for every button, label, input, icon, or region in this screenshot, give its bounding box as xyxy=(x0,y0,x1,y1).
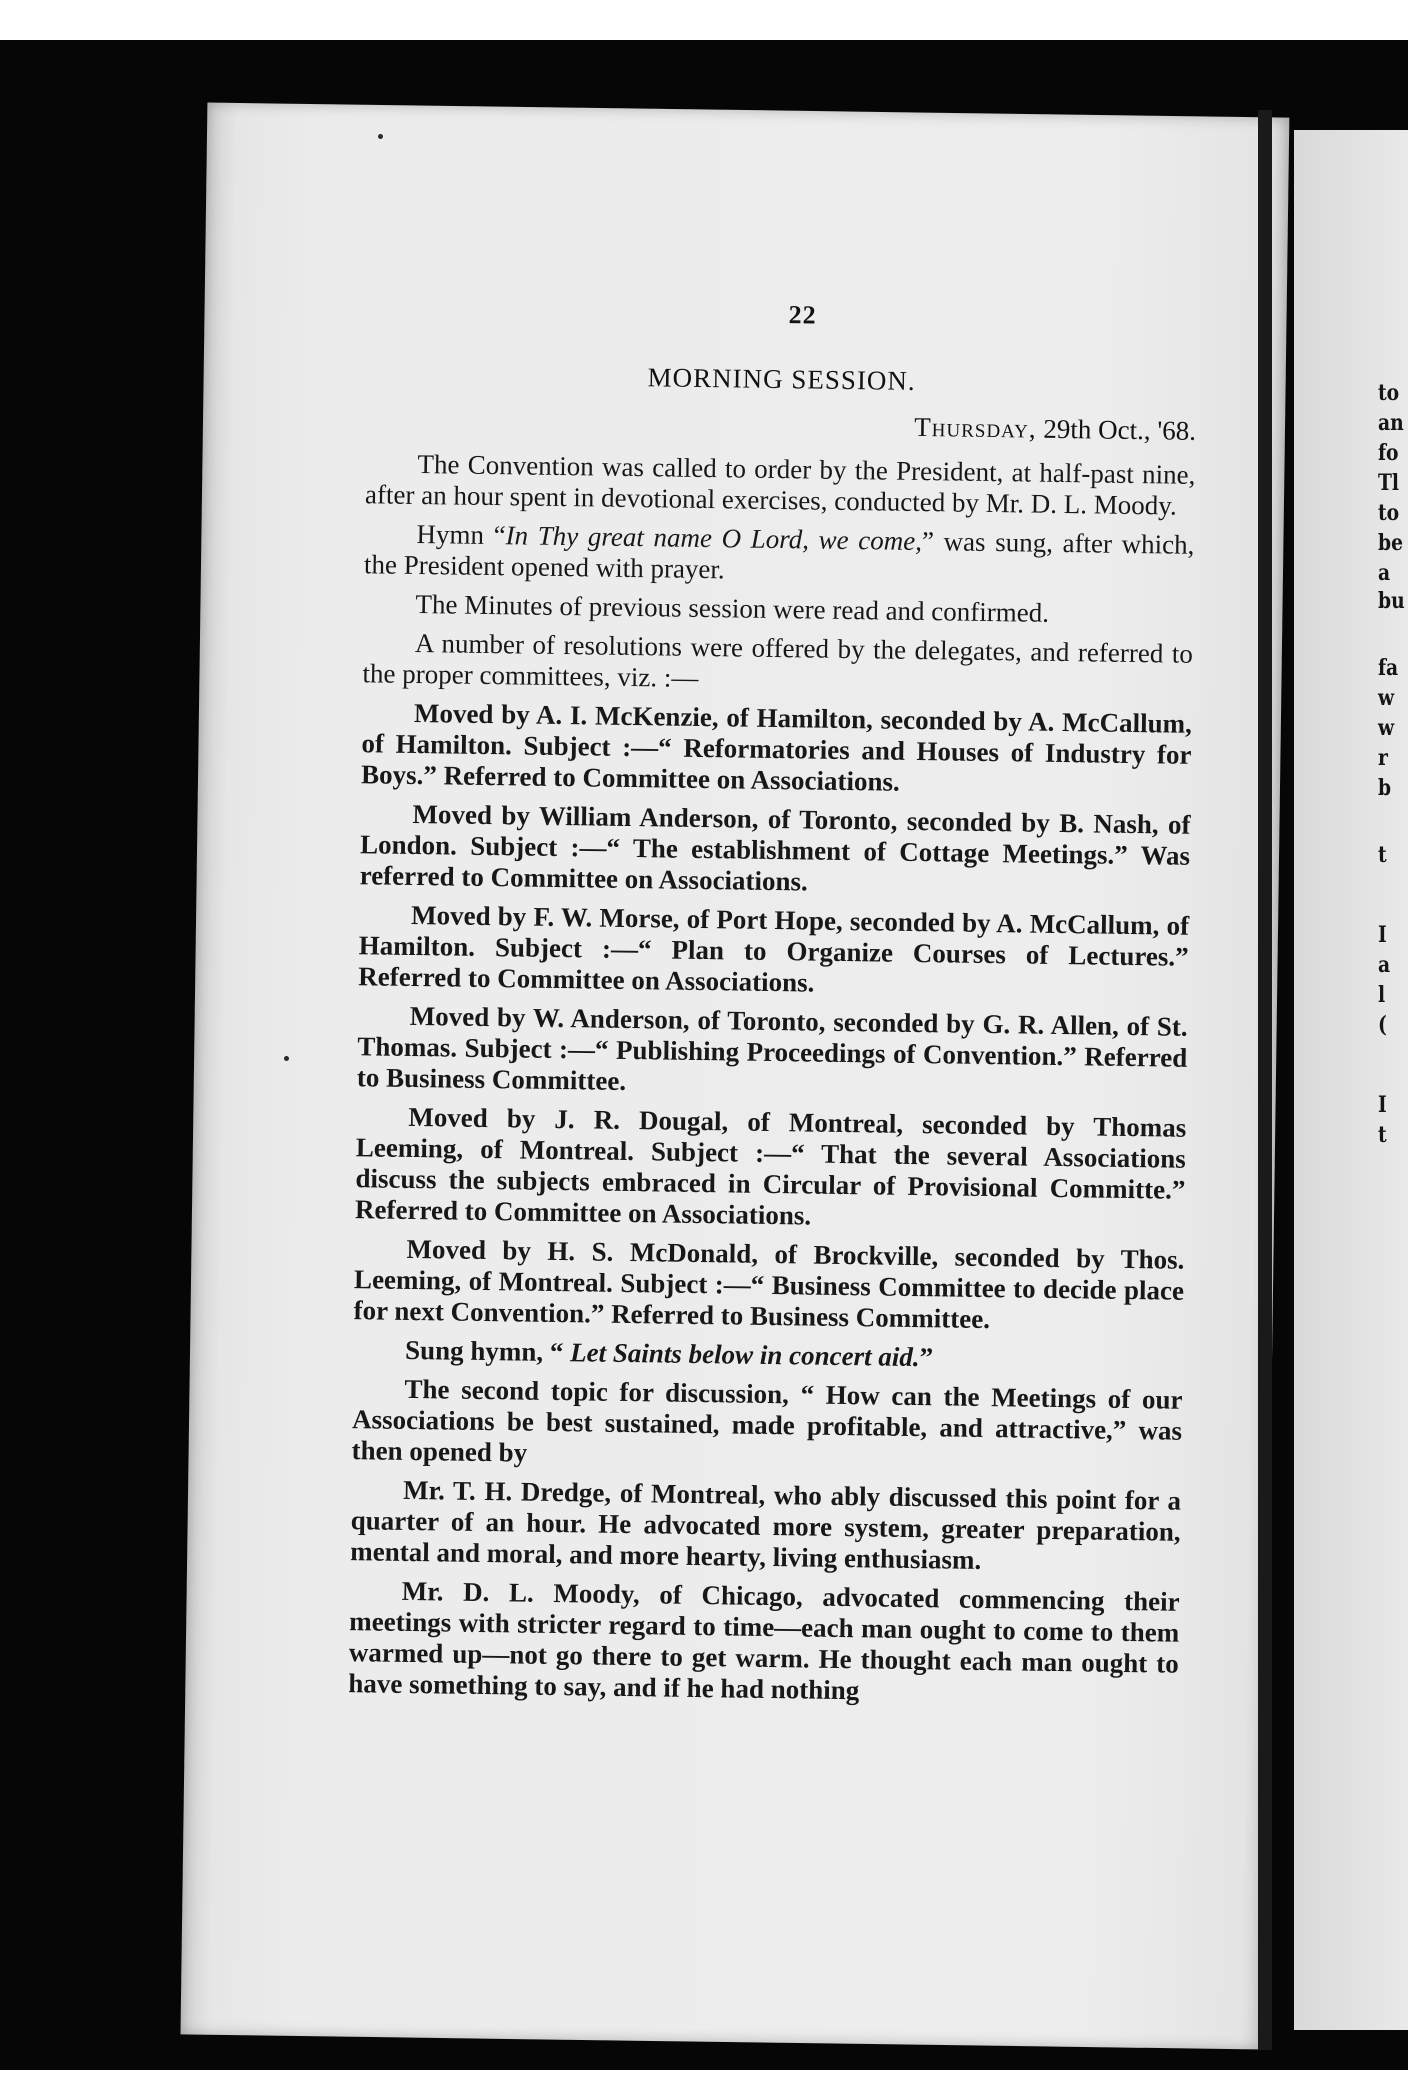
facing-fragment: to xyxy=(1378,380,1400,406)
paragraph: The Convention was called to order by the President, at half-past nine, after an hour spent in devotional exercises, conducted by Mr. D. L. Moody. xyxy=(364,448,1196,521)
paragraph-text: Sung hymn, “ xyxy=(404,1334,571,1368)
facing-fragment: to xyxy=(1378,500,1400,526)
paragraph: The Minutes of previous session were read and confirmed. xyxy=(415,588,1050,628)
page-text xyxy=(348,294,1198,1718)
facing-fragment: fo xyxy=(1378,440,1399,466)
dateline-day: Thursday, xyxy=(914,411,1037,444)
facing-fragment: Tl xyxy=(1378,470,1400,496)
paragraph xyxy=(353,1334,1183,1377)
hymn-title: In Thy great name O Lord, we come, xyxy=(505,520,923,557)
facing-fragment: a xyxy=(1378,560,1391,586)
resolution: Moved by H. S. McDonald, of Brockville, seconded by Thos. Leeming, of Montreal. Subject :—“ Business Committee to decide place for next Convention.” Referred to Business Committee. xyxy=(353,1233,1185,1335)
facing-fragment: w xyxy=(1378,685,1395,711)
paragraph: Mr. T. H. Dredge, of Montreal, who ably discussed this point for a quarter of an hour. He advocated more system, greater preparation, mental and moral, and more hearty, living enthusiasm. xyxy=(350,1474,1182,1575)
dateline-date: 29th Oct., '68. xyxy=(1036,413,1197,446)
facing-fragment: t xyxy=(1378,1122,1387,1148)
hymn-title: Let Saints below in concert aid. xyxy=(569,1337,920,1373)
resolution: Moved by F. W. Morse, of Port Hope, seconded by A. McCallum, of Hamilton. Subject :—“ Plan to Organize Courses of Lectures.” Referred to Committee on Associations. xyxy=(358,899,1190,998)
facing-fragment: an xyxy=(1378,410,1404,436)
resolution: Moved by J. R. Dougal, of Montreal, seconded by Thomas Leeming, of Montreal. Subject :—“ That the several Associations discuss the subjects embraced in Circular of Provisional Committe.” Referred to Committee on Associations. xyxy=(354,1101,1187,1231)
facing-fragment: fa xyxy=(1378,655,1399,681)
paragraph: A number of resolutions were offered by the delegates, and referred to the proper committees, viz. :— xyxy=(362,627,1194,693)
resolution: Moved by W. Anderson, of Toronto, seconded by G. R. Allen, of St. Thomas. Subject :—“ Publishing Proceedings of Convention.” Referred to Business Committee. xyxy=(356,1000,1188,1096)
facing-fragment: a xyxy=(1378,952,1391,978)
section-title: MORNING SESSION. xyxy=(647,362,916,396)
facing-fragment: t xyxy=(1378,842,1387,868)
resolution: Moved by William Anderson, of Toronto, seconded by B. Nash, of London. Subject :—“ The establishment of Cottage Meetings.” Was referred to Committee on Associations. xyxy=(359,798,1191,897)
facing-fragment: ( xyxy=(1378,1012,1387,1038)
resolution: Moved by A. I. McKenzie, of Hamilton, seconded by A. McCallum, of Hamilton. Subject :—“ Reformatories and Houses of Industry for Boys.” Referred to Committee on Associations. xyxy=(360,697,1193,797)
facing-fragment: l xyxy=(1378,982,1386,1008)
paragraph: Mr. D. L. Moody, of Chicago, advocated commencing their meetings with stricter regard to time—each man ought to come to them warmed up—not go there to get warm. He thought each man ought to have something to say, and if he had nothing xyxy=(348,1575,1180,1706)
facing-fragment: be xyxy=(1378,530,1403,556)
facing-fragment: w xyxy=(1378,715,1395,741)
facing-fragment: I xyxy=(1378,1092,1387,1118)
facing-page xyxy=(1294,130,1408,2030)
speck xyxy=(378,134,383,139)
page-gutter-edge xyxy=(1258,110,1272,2050)
paragraph: The second topic for discussion, “ How can the Meetings of our Associations be best sustained, made profitable, and attractive,” was then opened by xyxy=(351,1373,1183,1468)
facing-fragment: r xyxy=(1378,745,1388,771)
facing-fragment: b xyxy=(1378,775,1392,801)
paragraph-text: ” xyxy=(919,1342,934,1373)
speck xyxy=(284,1056,289,1061)
facing-fragment: bu xyxy=(1378,588,1405,614)
paragraph-text: Hymn “ xyxy=(416,518,506,551)
paragraph xyxy=(364,518,1195,592)
paragraph-text: ” was sung, after which, the President opened with prayer. xyxy=(363,526,1195,585)
page-number: 22 xyxy=(788,300,817,330)
facing-fragment: I xyxy=(1378,922,1387,948)
